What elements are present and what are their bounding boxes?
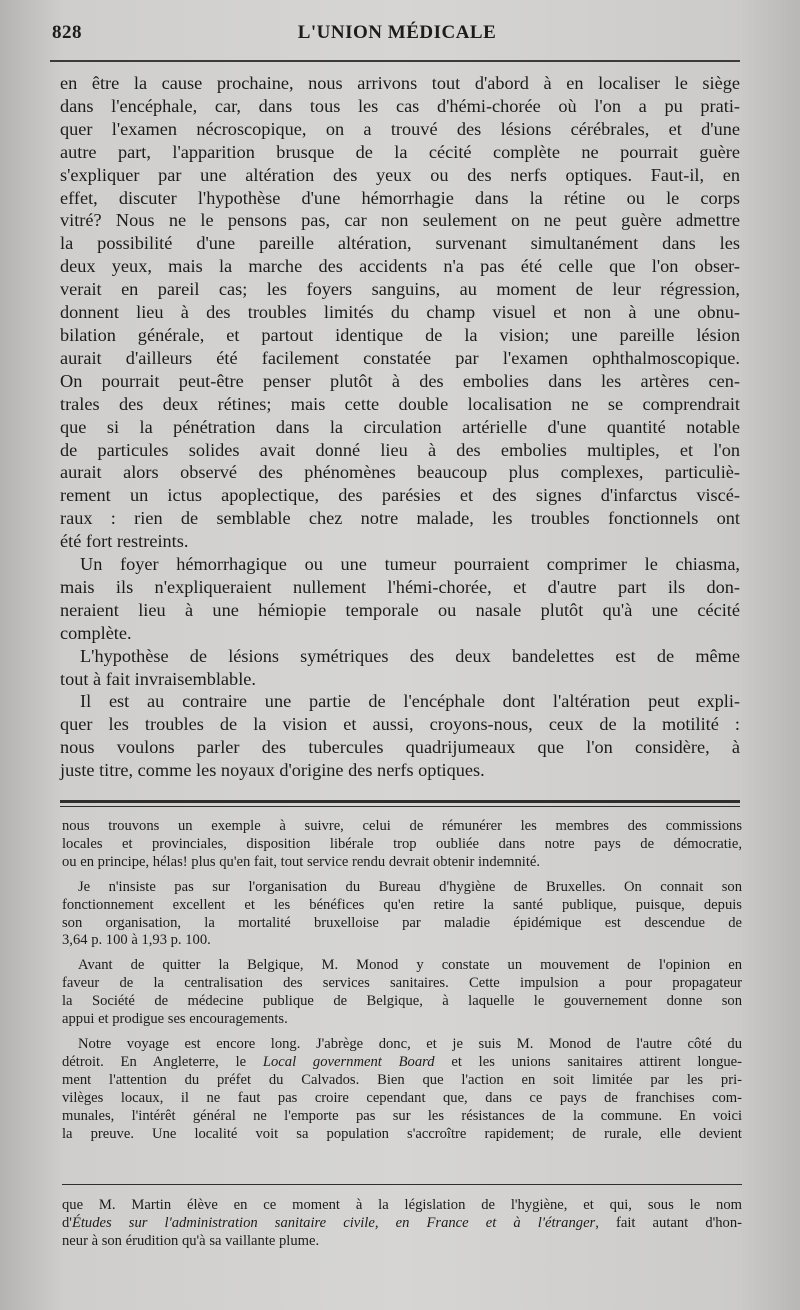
italic-title-run: Local government Board bbox=[262, 1053, 435, 1070]
body-line: dans l'encéphale, car, dans tous les cas d'hémi-chorée où l'on a pu prati- bbox=[60, 95, 740, 116]
page-number: 828 bbox=[52, 22, 82, 43]
notes-line: la Société de médecine publique de Belgique, à laquelle le gouvernement donne son bbox=[62, 993, 742, 1010]
section-double-rule-top bbox=[60, 800, 740, 803]
body-line: Un foyer hémorrhagique ou une tumeur pourraient comprimer le chiasma, bbox=[80, 554, 740, 575]
body-line: nous voulons parler des tubercules quadrijumeaux que l'on considère, à bbox=[60, 737, 740, 758]
body-line: Il est au contraire une partie de l'encéphale dont l'altération peut expli- bbox=[80, 691, 740, 712]
notes-line: vilèges locaux, il ne faut pas croire cependant que, dans ce pays de franchises com- bbox=[62, 1089, 742, 1106]
body-line: de particules solides avait donné lieu à des embolies multiples, et l'on bbox=[60, 439, 740, 460]
body-line: effet, discuter l'hypothèse d'une hémorrhagie dans la rétine ou le corps bbox=[60, 187, 740, 208]
body-line: bilation générale, et partout identique de la vision; une pareille lésion bbox=[60, 324, 740, 345]
footnote-text-run: , fait autant d'hon- bbox=[595, 1215, 742, 1231]
footnote-text-run: d' bbox=[62, 1215, 72, 1231]
body-line: été fort restreints. bbox=[60, 531, 189, 552]
notes-line: faveur de la centralisation des services sanitaires. Cette impulsion a pour propagateur bbox=[62, 975, 742, 992]
body-line: On pourrait peut-être penser plutôt à des embolies dans les artères cen- bbox=[60, 370, 740, 391]
italic-title-run: Études sur l'administration sanitaire civile, en France et à l'étranger bbox=[71, 1215, 596, 1231]
body-line: que si la pénétration dans la circulation artérielle d'une quantité notable bbox=[60, 416, 740, 437]
body-line: en être la cause prochaine, nous arrivons tout d'abord à en localiser le siège bbox=[60, 73, 740, 93]
journal-title: L'UNION MÉDICALE bbox=[297, 22, 497, 43]
paragraph-gap bbox=[62, 1029, 742, 1036]
notes-line: son organisation, la mortalité bruxelloise par maladie épidémique est descendue de bbox=[62, 914, 742, 931]
body-line: neraient lieu à une hémiopie temporale ou nasale plutôt qu'à une cécité bbox=[60, 599, 740, 620]
notes-line: Avant de quitter la Belgique, M. Monod y constate un mouvement de l'opinion en bbox=[78, 957, 742, 974]
notes-text-run: détroit. En Angleterre, le bbox=[62, 1053, 263, 1070]
section-double-rule-bottom bbox=[60, 806, 740, 807]
body-line: quer les troubles de la vision et aussi, croyons-nous, ceux de la motilité : bbox=[60, 714, 740, 735]
notes-line: Notre voyage est encore long. J'abrège donc, et je suis M. Monod de l'autre côté du bbox=[78, 1035, 742, 1052]
footnote-text bbox=[62, 1196, 742, 1250]
body-line: verait en pareil cas; les foyers sanguins, au moment de leur régression, bbox=[60, 279, 740, 300]
body-line: tout à fait invraisemblable. bbox=[60, 668, 256, 689]
notes-line: munales, l'intérêt général ne l'emporte pas sur les résistances de la commune. En voici bbox=[62, 1107, 742, 1124]
body-line: donnent lieu à des troubles limités du champ visuel et non à une obnu- bbox=[60, 302, 740, 323]
feuilleton-text bbox=[62, 818, 742, 1143]
body-line: deux yeux, mais la marche des accidents n'a pas été celle que l'on obser- bbox=[60, 256, 740, 277]
notes-line: nous trouvons un exemple à suivre, celui de rémunérer les membres des commissions bbox=[62, 818, 742, 834]
body-line: autre part, l'apparition brusque de la cécité complète ne pourrait guère bbox=[60, 141, 740, 162]
body-line: raux : rien de semblable chez notre malade, les troubles fonctionnels ont bbox=[60, 508, 740, 529]
notes-text-run: et les unions sanitaires attirent longue- bbox=[434, 1053, 742, 1070]
body-line: s'expliquer par une altération des yeux ou des nerfs optiques. Faut-il, en bbox=[60, 164, 740, 185]
body-line: la possibilité d'une pareille altération, survenant simultanément dans les bbox=[60, 233, 740, 254]
body-line: rement un ictus apoplectique, des parésies et des signes d'infarctus viscé- bbox=[60, 485, 740, 506]
notes-line: appui et prodigue ses encouragements. bbox=[62, 1011, 288, 1028]
footnote-line bbox=[62, 1214, 742, 1232]
notes-line: la preuve. Une localité voit sa population s'accroître rapidement; de rurale, elle devient bbox=[62, 1125, 742, 1142]
notes-line: locales et provinciales, disposition libérale trop oubliée dans notre pays de démocratie, bbox=[62, 835, 742, 852]
body-line: aurait d'ailleurs été facilement constatée par l'examen ophthalmoscopique. bbox=[60, 347, 740, 368]
body-line: trales des deux rétines; mais cette double localisation ne se comprendrait bbox=[60, 393, 740, 414]
footnote-line: que M. Martin élève en ce moment à la législation de l'hygiène, et qui, sous le nom bbox=[62, 1197, 742, 1213]
body-line: aurait alors observé des phénomènes beaucoup plus complexes, particuliè- bbox=[60, 462, 740, 483]
body-line: mais ils n'expliqueraient nullement l'hémi-chorée, et d'autre part ils don- bbox=[60, 576, 740, 597]
notes-line: 3,64 p. 100 à 1,93 p. 100. bbox=[62, 932, 211, 949]
body-line: quer l'examen nécroscopique, on a trouvé des lésions cérébrales, et d'une bbox=[60, 118, 740, 139]
body-line: juste titre, comme les noyaux d'origine des nerfs optiques. bbox=[60, 760, 485, 781]
notes-line bbox=[62, 1054, 742, 1072]
notes-line: ment l'attention du préfet du Calvados. Bien que l'action en soit limitée par les pri- bbox=[62, 1071, 742, 1088]
body-line: L'hypothèse de lésions symétriques des deux bandelettes est de même bbox=[80, 645, 740, 666]
footnote-line: neur à son érudition qu'à sa vaillante plume. bbox=[62, 1233, 320, 1249]
body-line: complète. bbox=[60, 622, 132, 643]
main-article-text bbox=[60, 72, 740, 782]
notes-line: ou en principe, hélas! plus qu'en fait, tout service rendu devrait obtenir indemnité. bbox=[62, 853, 540, 870]
body-line: vitré? Nous ne le pensons pas, car non seulement on ne peut guère admettre bbox=[60, 210, 740, 231]
paragraph-gap bbox=[62, 872, 742, 879]
notes-line: fonctionnement excellent et les bénéfices qu'en retire la santé publique, puisque, depuis bbox=[62, 896, 742, 913]
header-rule bbox=[50, 60, 740, 62]
footnote-rule bbox=[62, 1184, 742, 1185]
paragraph-gap bbox=[62, 950, 742, 957]
running-head bbox=[52, 22, 742, 48]
notes-line: Je n'insiste pas sur l'organisation du Bureau d'hygiène de Bruxelles. On connait son bbox=[78, 878, 742, 895]
